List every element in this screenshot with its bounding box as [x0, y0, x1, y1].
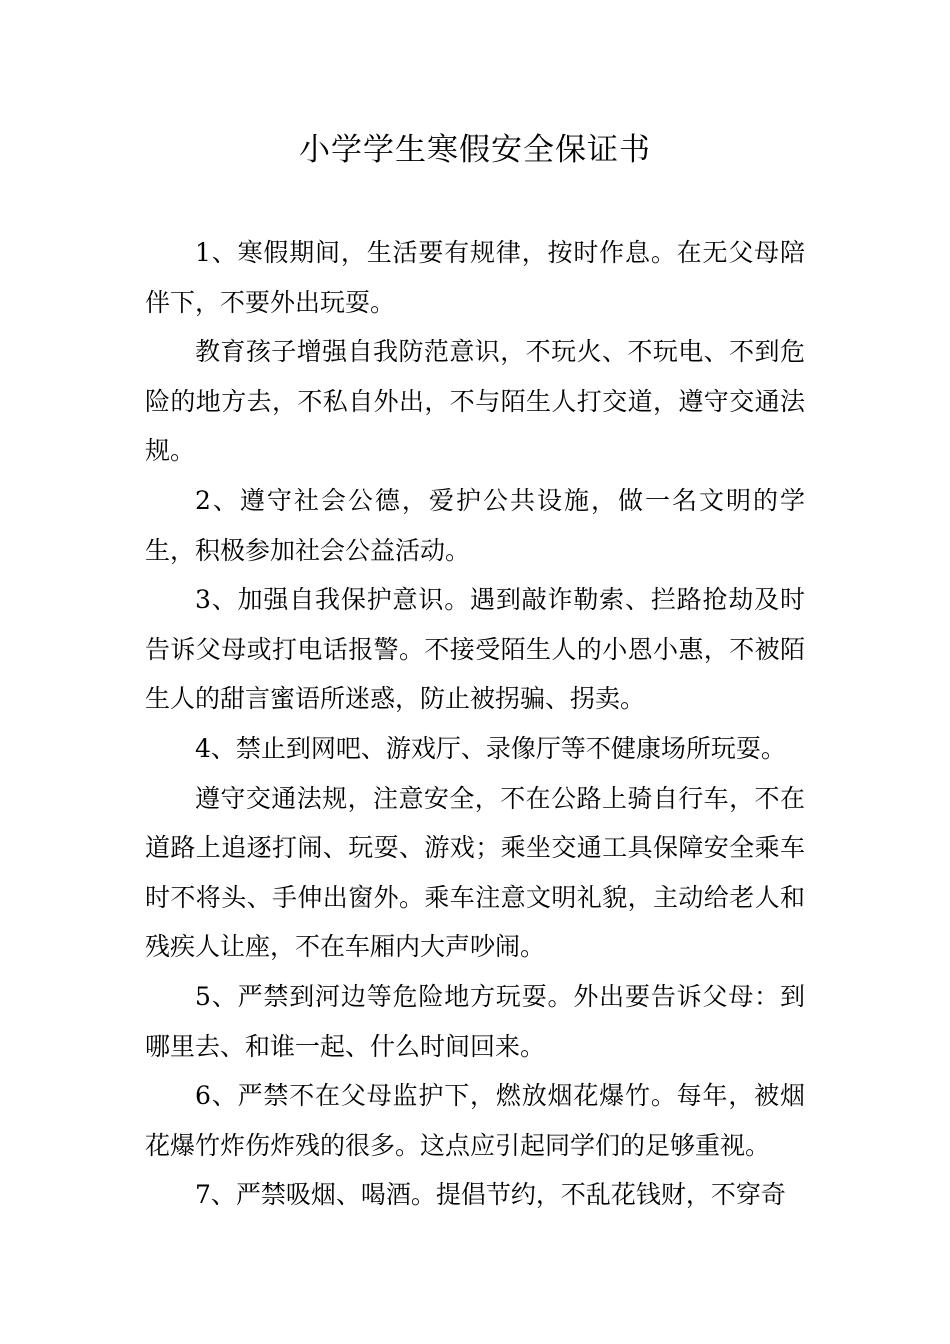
paragraph-9: 7、严禁吸烟、喝酒。提倡节约，不乱花钱财，不穿奇 [195, 1180, 786, 1210]
paragraph-3: 2、遵守社会公德，爱护公共设施，做一名文明的学生，积极参加社会公益活动。 [145, 485, 805, 565]
paragraph-4: 3、加强自我保护意识。遇到敲诈勒索、拦路抢劫及时告诉父母或打电话报警。不接受陌生人的小恩小惠，不被陌生人的甜言蜜语所迷惑，防止被拐骗、拐卖。 [145, 585, 805, 714]
paragraph-8: 6、严禁不在父母监护下，燃放烟花爆竹。每年，被烟花爆竹炸伤炸残的很多。这点应引起同学们的足够重视。 [145, 1081, 805, 1160]
document-title: 小学学生寒假安全保证书 [299, 132, 651, 168]
paragraph-2: 教育孩子增强自我防范意识，不玩火、不玩电、不到危险的地方去，不私自外出，不与陌生人打交道，遵守交通法规。 [145, 337, 805, 466]
paragraph-5: 4、禁止到网吧、游戏厅、录像厅等不健康场所玩耍。 [195, 733, 786, 763]
document-body [145, 228, 805, 1220]
paragraph-1: 1、寒假期间，生活要有规律，按时作息。在无父母陪伴下，不要外出玩耍。 [145, 238, 805, 317]
paragraph-7: 5、严禁到河边等危险地方玩耍。外出要告诉父母：到哪里去、和谁一起、什么时间回来。 [145, 981, 805, 1061]
paragraph-6: 遵守交通法规，注意安全，不在公路上骑自行车，不在道路上追逐打闹、玩耍、游戏；乘坐交通工具保障安全乘车时不将头、手伸出窗外。乘车注意文明礼貌，主动给老人和残疾人让座，不在车厢内大声吵闹。 [145, 783, 805, 962]
